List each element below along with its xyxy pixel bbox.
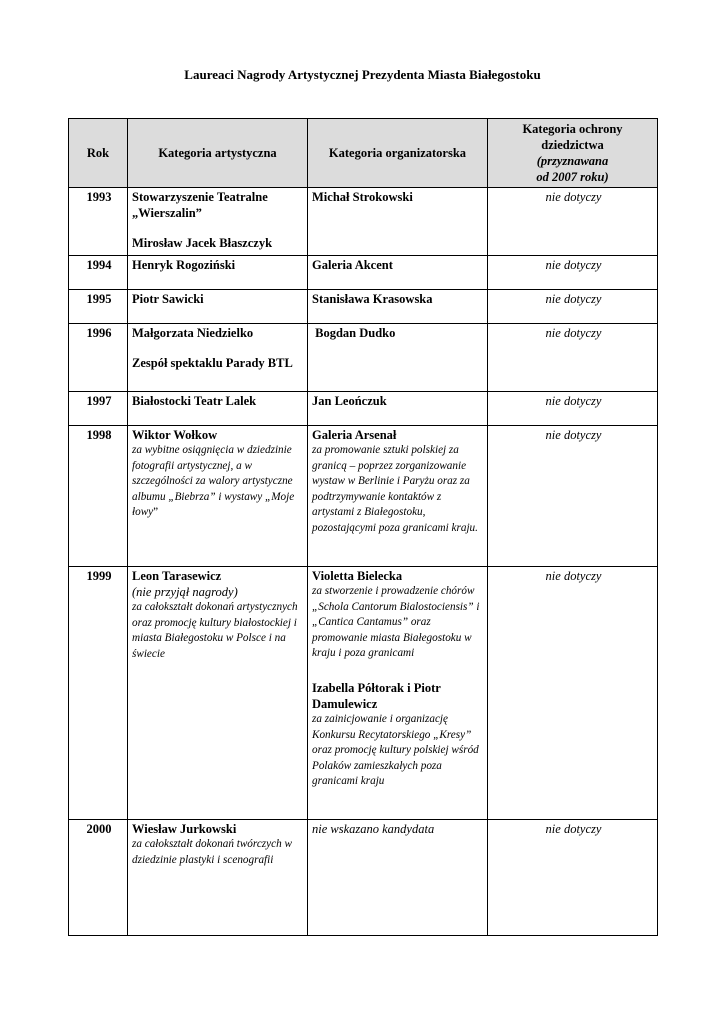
heritage-cell: nie dotyczy	[488, 324, 658, 392]
description-text: za wybitne osiągnięcia w dziedzinie fotografii artystycznej, a w szczególności za walory artystyczne albumu „Biebrza” i wystawy „Moje łowy	[132, 444, 295, 519]
heritage-cell: nie dotyczy	[488, 567, 658, 820]
laureate-description: za stworzenie i prowadzenie chórów „Schola Cantorum Bialostociensis” i „Cantica Cantamus” oraz promowanie miasta Białegostoku w kraju i poza granicami	[312, 585, 480, 660]
artistic-cell	[128, 820, 308, 936]
organizational-cell	[308, 188, 488, 256]
year-cell: 1994	[69, 256, 128, 290]
organizational-cell	[308, 392, 488, 426]
year-cell: 2000	[69, 820, 128, 936]
laureate-name: Stanisława Krasowska	[312, 292, 433, 306]
header-heritage-line1: Kategoria ochrony	[522, 122, 623, 136]
laureate-description: za zainicjowanie i organizację Konkursu Recytatorskiego „Kresy” oraz promocję kultury polskiej wśród Polaków zamieszkałych poza granicami kraju	[312, 712, 479, 788]
table-header-row	[69, 119, 658, 188]
laureate-name: Jan Leończuk	[312, 394, 387, 408]
organizational-cell	[308, 567, 488, 820]
artistic-cell	[128, 188, 308, 256]
laureate-name: Galeria Akcent	[312, 258, 393, 272]
laureate-name: Stowarzyszenie Teatralne „Wierszalin”	[132, 190, 268, 220]
heritage-cell: nie dotyczy	[488, 426, 658, 567]
artistic-cell	[128, 426, 308, 567]
heritage-cell: nie dotyczy	[488, 290, 658, 324]
year-cell: 1997	[69, 392, 128, 426]
laureate-name: Leon Tarasewicz	[132, 569, 222, 583]
laureate-description	[132, 443, 305, 521]
organizational-cell	[308, 820, 488, 936]
heritage-cell: nie dotyczy	[488, 188, 658, 256]
organizational-cell	[308, 290, 488, 324]
organizational-cell	[308, 426, 488, 567]
table-row	[69, 426, 658, 567]
header-heritage-note1: (przyznawana	[536, 154, 609, 168]
table-row	[69, 256, 658, 290]
header-year: Rok	[69, 119, 128, 188]
header-heritage	[488, 119, 658, 188]
laureate-name: Violetta Bielecka	[312, 569, 403, 583]
artistic-cell	[128, 567, 308, 820]
laureate-name: Piotr Sawicki	[132, 292, 204, 306]
laureate-name: Białostocki Teatr Lalek	[132, 394, 257, 408]
artistic-cell	[128, 324, 308, 392]
laureate-name: Wiesław Jurkowski	[132, 822, 237, 836]
laureate-name: Izabella Półtorak i Piotr Damulewicz	[312, 680, 441, 711]
laureate-name: Mirosław Jacek Błaszczyk	[132, 236, 273, 250]
organizational-cell	[308, 324, 488, 392]
laureates-table	[68, 118, 658, 936]
artistic-cell	[128, 392, 308, 426]
year-cell: 1993	[69, 188, 128, 256]
laureate-name: Zespół spektaklu Parady BTL	[132, 356, 293, 370]
artistic-cell	[128, 290, 308, 324]
table-row	[69, 290, 658, 324]
table-row	[69, 820, 658, 936]
closing-quote: ”	[153, 506, 159, 519]
laureate-name: Małgorzata Niedzielko	[132, 326, 254, 340]
year-cell: 1996	[69, 324, 128, 392]
laureate-name: Henryk Rogoziński	[132, 258, 236, 272]
heritage-cell: nie dotyczy	[488, 256, 658, 290]
laureate-name: Michał Strokowski	[312, 190, 413, 204]
year-cell: 1999	[69, 567, 128, 820]
laureate-name: Wiktor Wołkow	[132, 428, 218, 442]
no-candidate-text: nie wskazano kandydata	[312, 822, 435, 836]
table-row	[69, 392, 658, 426]
heritage-cell: nie dotyczy	[488, 392, 658, 426]
header-heritage-line2: dziedzictwa	[541, 138, 604, 152]
year-cell: 1995	[69, 290, 128, 324]
laureate-description: za całokształt dokonań artystycznych oraz promocję kultury białostockiej i miasta Białegostoku w Polsce i na świecie	[132, 601, 298, 660]
year-cell: 1998	[69, 426, 128, 567]
laureate-note: (nie przyjął nagrody)	[132, 585, 238, 599]
header-artistic: Kategoria artystyczna	[128, 119, 308, 188]
table-row	[69, 567, 658, 820]
artistic-cell	[128, 256, 308, 290]
table-row	[69, 324, 658, 392]
table-row	[69, 188, 658, 256]
page-title: Laureaci Nagrody Artystycznej Prezydenta Miasta Białegostoku	[184, 67, 541, 82]
laureate-description: za promowanie sztuki polskiej za granicą – poprzez zorganizowanie wystaw w Berlinie i Paryżu oraz za podtrzymywanie kontaktów z artystami z Białegostoku, pozostającymi poza granicami kraju.	[312, 444, 478, 534]
heritage-cell: nie dotyczy	[488, 820, 658, 936]
laureate-description: za całokształt dokonań twórczych w dziedzinie plastyki i scenografii	[132, 838, 292, 866]
laureate-name: Galeria Arsenał	[312, 428, 397, 442]
laureate-name: Bogdan Dudko	[312, 326, 396, 340]
header-organizational: Kategoria organizatorska	[308, 119, 488, 188]
organizational-cell	[308, 256, 488, 290]
header-heritage-note2: od 2007 roku)	[536, 170, 609, 184]
